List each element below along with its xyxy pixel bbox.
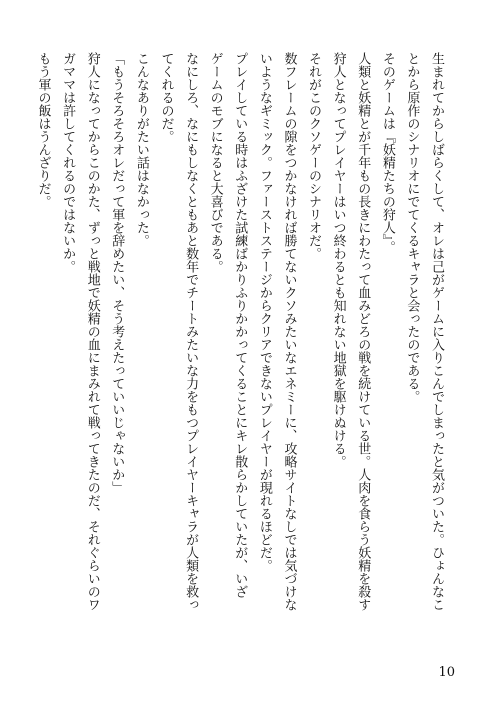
text-line: なにしろ、なにもしなくともあと数年でチートみたいな力をもつプレイヤーキャラが人類を救っ xyxy=(183,52,199,611)
text-line: とから原作のシナリオにでてくるキャラと会ったのである。 xyxy=(404,52,420,403)
text-line: ゲームのモブになると大喜びである。 xyxy=(207,52,223,273)
text-line: 「もうそろそろオレだって軍を辞めたい、そう考えたっていいじゃないか」 xyxy=(109,52,125,494)
text-line: そのゲームは『妖精たちの狩人』。 xyxy=(379,52,395,254)
page-number: 10 xyxy=(438,665,455,680)
body-text xyxy=(30,52,448,662)
text-line: それがこのクソゲーのシナリオだ。 xyxy=(306,52,322,260)
text-line: 人類と妖精とが千年もの長きにわたって血みどろの戦を続けている世。人肉を食らう妖精を殺す xyxy=(355,52,371,611)
text-line: 生まれてからしばらくして、オレは己がゲームに入りこんでしまったと気がついた。ひょんなこ xyxy=(429,52,444,611)
text-line: 数フレームの隙をつかなければ勝てないクソみたいなエネミーに、攻略サイトなしでは気づけな xyxy=(281,52,297,611)
text-line: 狩人となってプレイヤーはいつ終わるとも知れない地獄を駆けぬける。 xyxy=(330,52,346,468)
text-line: ガママは許してくれるのではないか。 xyxy=(60,52,76,273)
text-line: いようなギミック。ファーストステージからクリアできないプレイヤーが現れるほどだ。 xyxy=(256,52,272,572)
text-line: プレイしている時はふざけた試練ばかりふりかかってくることにキレ散らかしていたが、いざ xyxy=(232,52,248,598)
text-line: こんなありがたい話はなかった。 xyxy=(133,52,149,247)
text-line: もう軍の飯はうんざりだ。 xyxy=(35,52,51,208)
text-line: 狩人になってからこのかた、ずっと戦地で妖精の血にまみれて戦ってきたのだ、それぐらいのワ xyxy=(84,52,100,611)
text-line: てくれるのだ。 xyxy=(158,52,174,143)
